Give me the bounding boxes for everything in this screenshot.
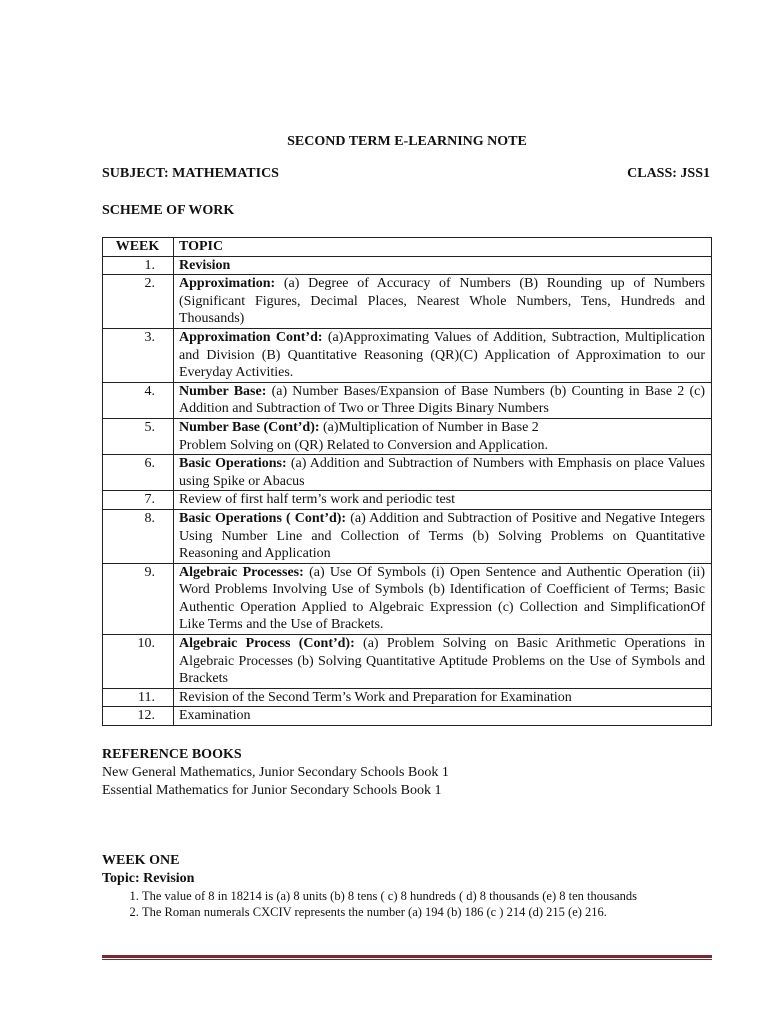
topic-cell <box>174 455 712 491</box>
topic-cell <box>174 635 712 689</box>
table-row <box>103 707 712 726</box>
topic-title: Number Base (Cont’d): <box>179 419 320 435</box>
topic-description: (a)Multiplication of Number in Base 2 <box>319 419 539 435</box>
reference-book: New General Mathematics, Junior Secondary Schools Book 1 <box>102 765 449 780</box>
topic-description: (a) Use Of Symbols (i) Open Sentence and Authentic Operation (ii) Word Problems Involving Use of Symbols (b) Identification of Coefficient of Terms; Basic Authentic Operation Applied to Algebraic Expression (c) Collection and SimplificationOf Like Terms and the Use of Brackets. <box>179 564 705 633</box>
topic-title: Approximation Cont’d: <box>179 329 323 345</box>
topic-cell <box>174 509 712 563</box>
table-row <box>103 688 712 707</box>
week-column-header: WEEK <box>103 238 174 257</box>
class-label: CLASS: JSS1 <box>627 166 710 181</box>
document-title: SECOND TERM E-LEARNING NOTE <box>287 134 527 149</box>
week-number-cell: 8. <box>103 509 174 563</box>
scheme-heading: SCHEME OF WORK <box>102 203 235 218</box>
footer-rule-thin <box>102 959 712 960</box>
week-one-section <box>102 852 637 920</box>
topic-cell <box>174 563 712 634</box>
reference-books <box>102 746 449 800</box>
topic-description: Revision of the Second Term’s Work and Preparation for Examination <box>179 689 572 705</box>
table-row <box>103 509 712 563</box>
topic-cell <box>174 275 712 329</box>
reference-book: Essential Mathematics for Junior Secondary Schools Book 1 <box>102 783 442 798</box>
week-number-cell: 3. <box>103 328 174 382</box>
topic-description: (a) Addition and Subtraction of Positive and Negative Integers Using Number Line and Collection of Terms (b) Solving Problems on Quantitative Reasoning and Application <box>179 510 706 562</box>
topic-description: (a) Degree of Accuracy of Numbers (B) Rounding up of Numbers (Significant Figures, Decimal Places, Nearest Whole Numbers, Tens, Hundreds and Thousands) <box>179 276 705 327</box>
topic-cell <box>174 688 712 707</box>
table-row <box>103 382 712 418</box>
topic-cell <box>174 418 712 454</box>
week-number-cell: 12. <box>103 707 174 726</box>
week-number-cell: 11. <box>103 688 174 707</box>
table-header-row <box>103 238 712 257</box>
topic-title: Revision <box>179 257 231 273</box>
week-number-cell: 9. <box>103 563 174 634</box>
topic-column-header: TOPIC <box>174 238 712 257</box>
table-row <box>103 635 712 689</box>
reference-books-heading: REFERENCE BOOKS <box>102 747 242 762</box>
topic-description: (a) Number Bases/Expansion of Base Numbers (b) Counting in Base 2 (c) Addition and Subtraction of Two or Three Digits Binary Numbers <box>179 383 705 417</box>
topic-title: Basic Operations ( Cont’d): <box>179 510 347 526</box>
topic-description: (a)Approximating Values of Addition, Subtraction, Multiplication and Division (B) Quantitative Reasoning (QR)(C) Application of Approximation to our Everyday Activities. <box>179 329 706 381</box>
table-row <box>103 418 712 454</box>
topic-title: Basic Operations: <box>179 456 287 472</box>
footer-rule <box>102 955 712 958</box>
question-list <box>102 888 637 920</box>
topic-title: Number Base: <box>179 383 267 399</box>
topic-title: Algebraic Processes: <box>179 564 304 580</box>
topic-description: (a) Problem Solving on Basic Arithmetic Operations in Algebraic Processes (b) Solving Quantitative Aptitude Problems on the Use of Symbols and Brackets <box>179 636 705 687</box>
table-row <box>103 275 712 329</box>
topic-description-line2: Problem Solving on (QR) Related to Conversion and Application. <box>179 437 549 453</box>
week-one-heading: WEEK ONE <box>102 853 180 868</box>
table-row <box>103 563 712 634</box>
topic-cell <box>174 256 712 275</box>
table-body <box>103 256 712 725</box>
topic-cell <box>174 382 712 418</box>
subject-label: SUBJECT: MATHEMATICS <box>102 166 279 181</box>
topic-description: Examination <box>179 708 251 724</box>
week-number-cell: 2. <box>103 275 174 329</box>
topic-title: Algebraic Process (Cont’d): <box>179 636 355 652</box>
topic-cell <box>174 328 712 382</box>
week-number-cell: 5. <box>103 418 174 454</box>
topic-cell <box>174 707 712 726</box>
topic-heading: Topic: Revision <box>102 871 195 886</box>
week-number-cell: 4. <box>103 382 174 418</box>
week-number-cell: 6. <box>103 455 174 491</box>
week-number-cell: 7. <box>103 491 174 510</box>
scheme-of-work-table <box>102 237 712 726</box>
table-row <box>103 328 712 382</box>
subject-line <box>102 166 712 182</box>
question-item: 1. The value of 8 in 18214 is (a) 8 units (b) 8 tens ( c) 8 hundreds ( d) 8 thousands (e) 8 ten thousands <box>142 888 637 904</box>
table-row <box>103 491 712 510</box>
table-row <box>103 455 712 491</box>
question-item: 2. The Roman numerals CXCIV represents the number (a) 194 (b) 186 (c ) 214 (d) 215 (e) 216. <box>142 904 637 920</box>
week-number-cell: 1. <box>103 256 174 275</box>
week-number-cell: 10. <box>103 635 174 689</box>
topic-description: (a) Addition and Subtraction of Numbers with Emphasis on place Values using Spike or Abacus <box>179 456 705 489</box>
table-row <box>103 256 712 275</box>
topic-cell <box>174 491 712 510</box>
topic-title: Approximation: <box>179 276 276 292</box>
topic-description: Review of first half term’s work and periodic test <box>179 492 456 508</box>
